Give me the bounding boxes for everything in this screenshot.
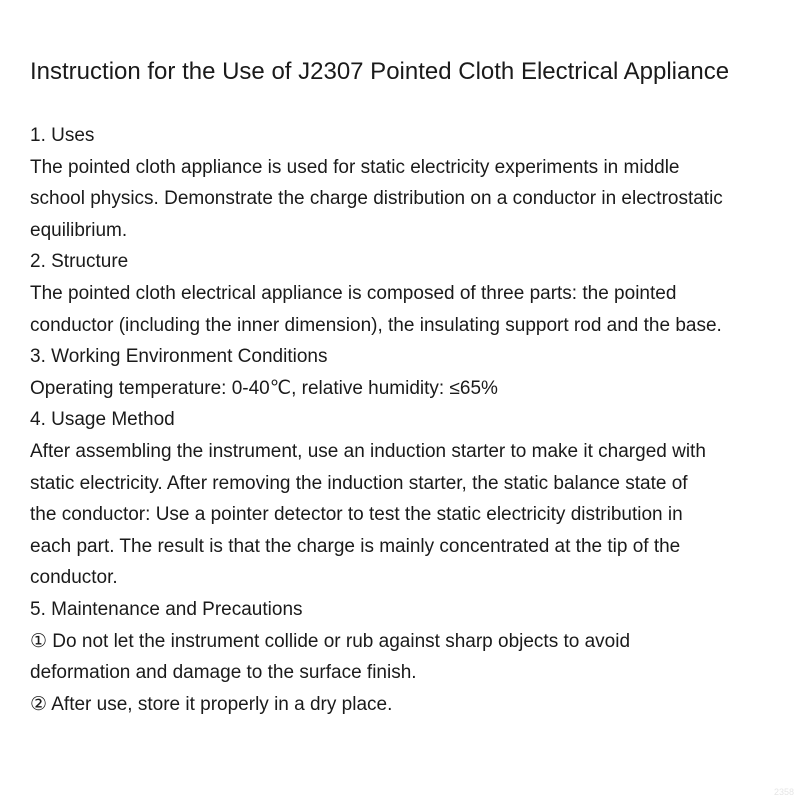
precaution-item-1: ① Do not let the instrument collide or rub against sharp objects to avoid — [30, 630, 631, 652]
paragraph-line: conductor (including the inner dimension), the insulating support rod and the base. — [30, 314, 722, 336]
section-heading-maintenance: 5. Maintenance and Precautions — [30, 598, 303, 620]
paragraph-line: The pointed cloth appliance is used for static electricity experiments in middle — [30, 156, 680, 178]
paragraph-line: deformation and damage to the surface finish. — [30, 662, 417, 684]
section-heading-working-environment: 3. Working Environment Conditions — [30, 346, 328, 368]
section-heading-uses: 1. Uses — [30, 125, 95, 146]
paragraph-line: each part. The result is that the charge is mainly concentrated at the tip of the — [30, 535, 681, 557]
paragraph-line: static electricity. After removing the induction starter, the static balance state of — [30, 472, 688, 494]
paragraph-line: school physics. Demonstrate the charge distribution on a conductor in electrostatic — [30, 188, 723, 210]
section-heading-structure: 2. Structure — [30, 251, 129, 273]
paragraph-line: conductor. — [30, 567, 118, 589]
document-title: Instruction for the Use of J2307 Pointed Cloth Electrical Appliance — [30, 58, 730, 85]
precaution-item-2: ② After use, store it properly in a dry place. — [30, 693, 393, 715]
paragraph-line: The pointed cloth electrical appliance is composed of three parts: the pointed — [30, 282, 677, 304]
paragraph-line: After assembling the instrument, use an induction starter to make it charged with — [30, 440, 706, 462]
watermark: 2358 — [773, 787, 794, 797]
paragraph-line: Operating temperature: 0-40℃, relative humidity: ≤65% — [30, 377, 498, 399]
paragraph-line: equilibrium. — [30, 219, 128, 241]
document-body — [30, 120, 780, 720]
section-heading-usage-method: 4. Usage Method — [30, 409, 175, 431]
paragraph-line: the conductor: Use a pointer detector to test the static electricity distribution in — [30, 504, 683, 526]
